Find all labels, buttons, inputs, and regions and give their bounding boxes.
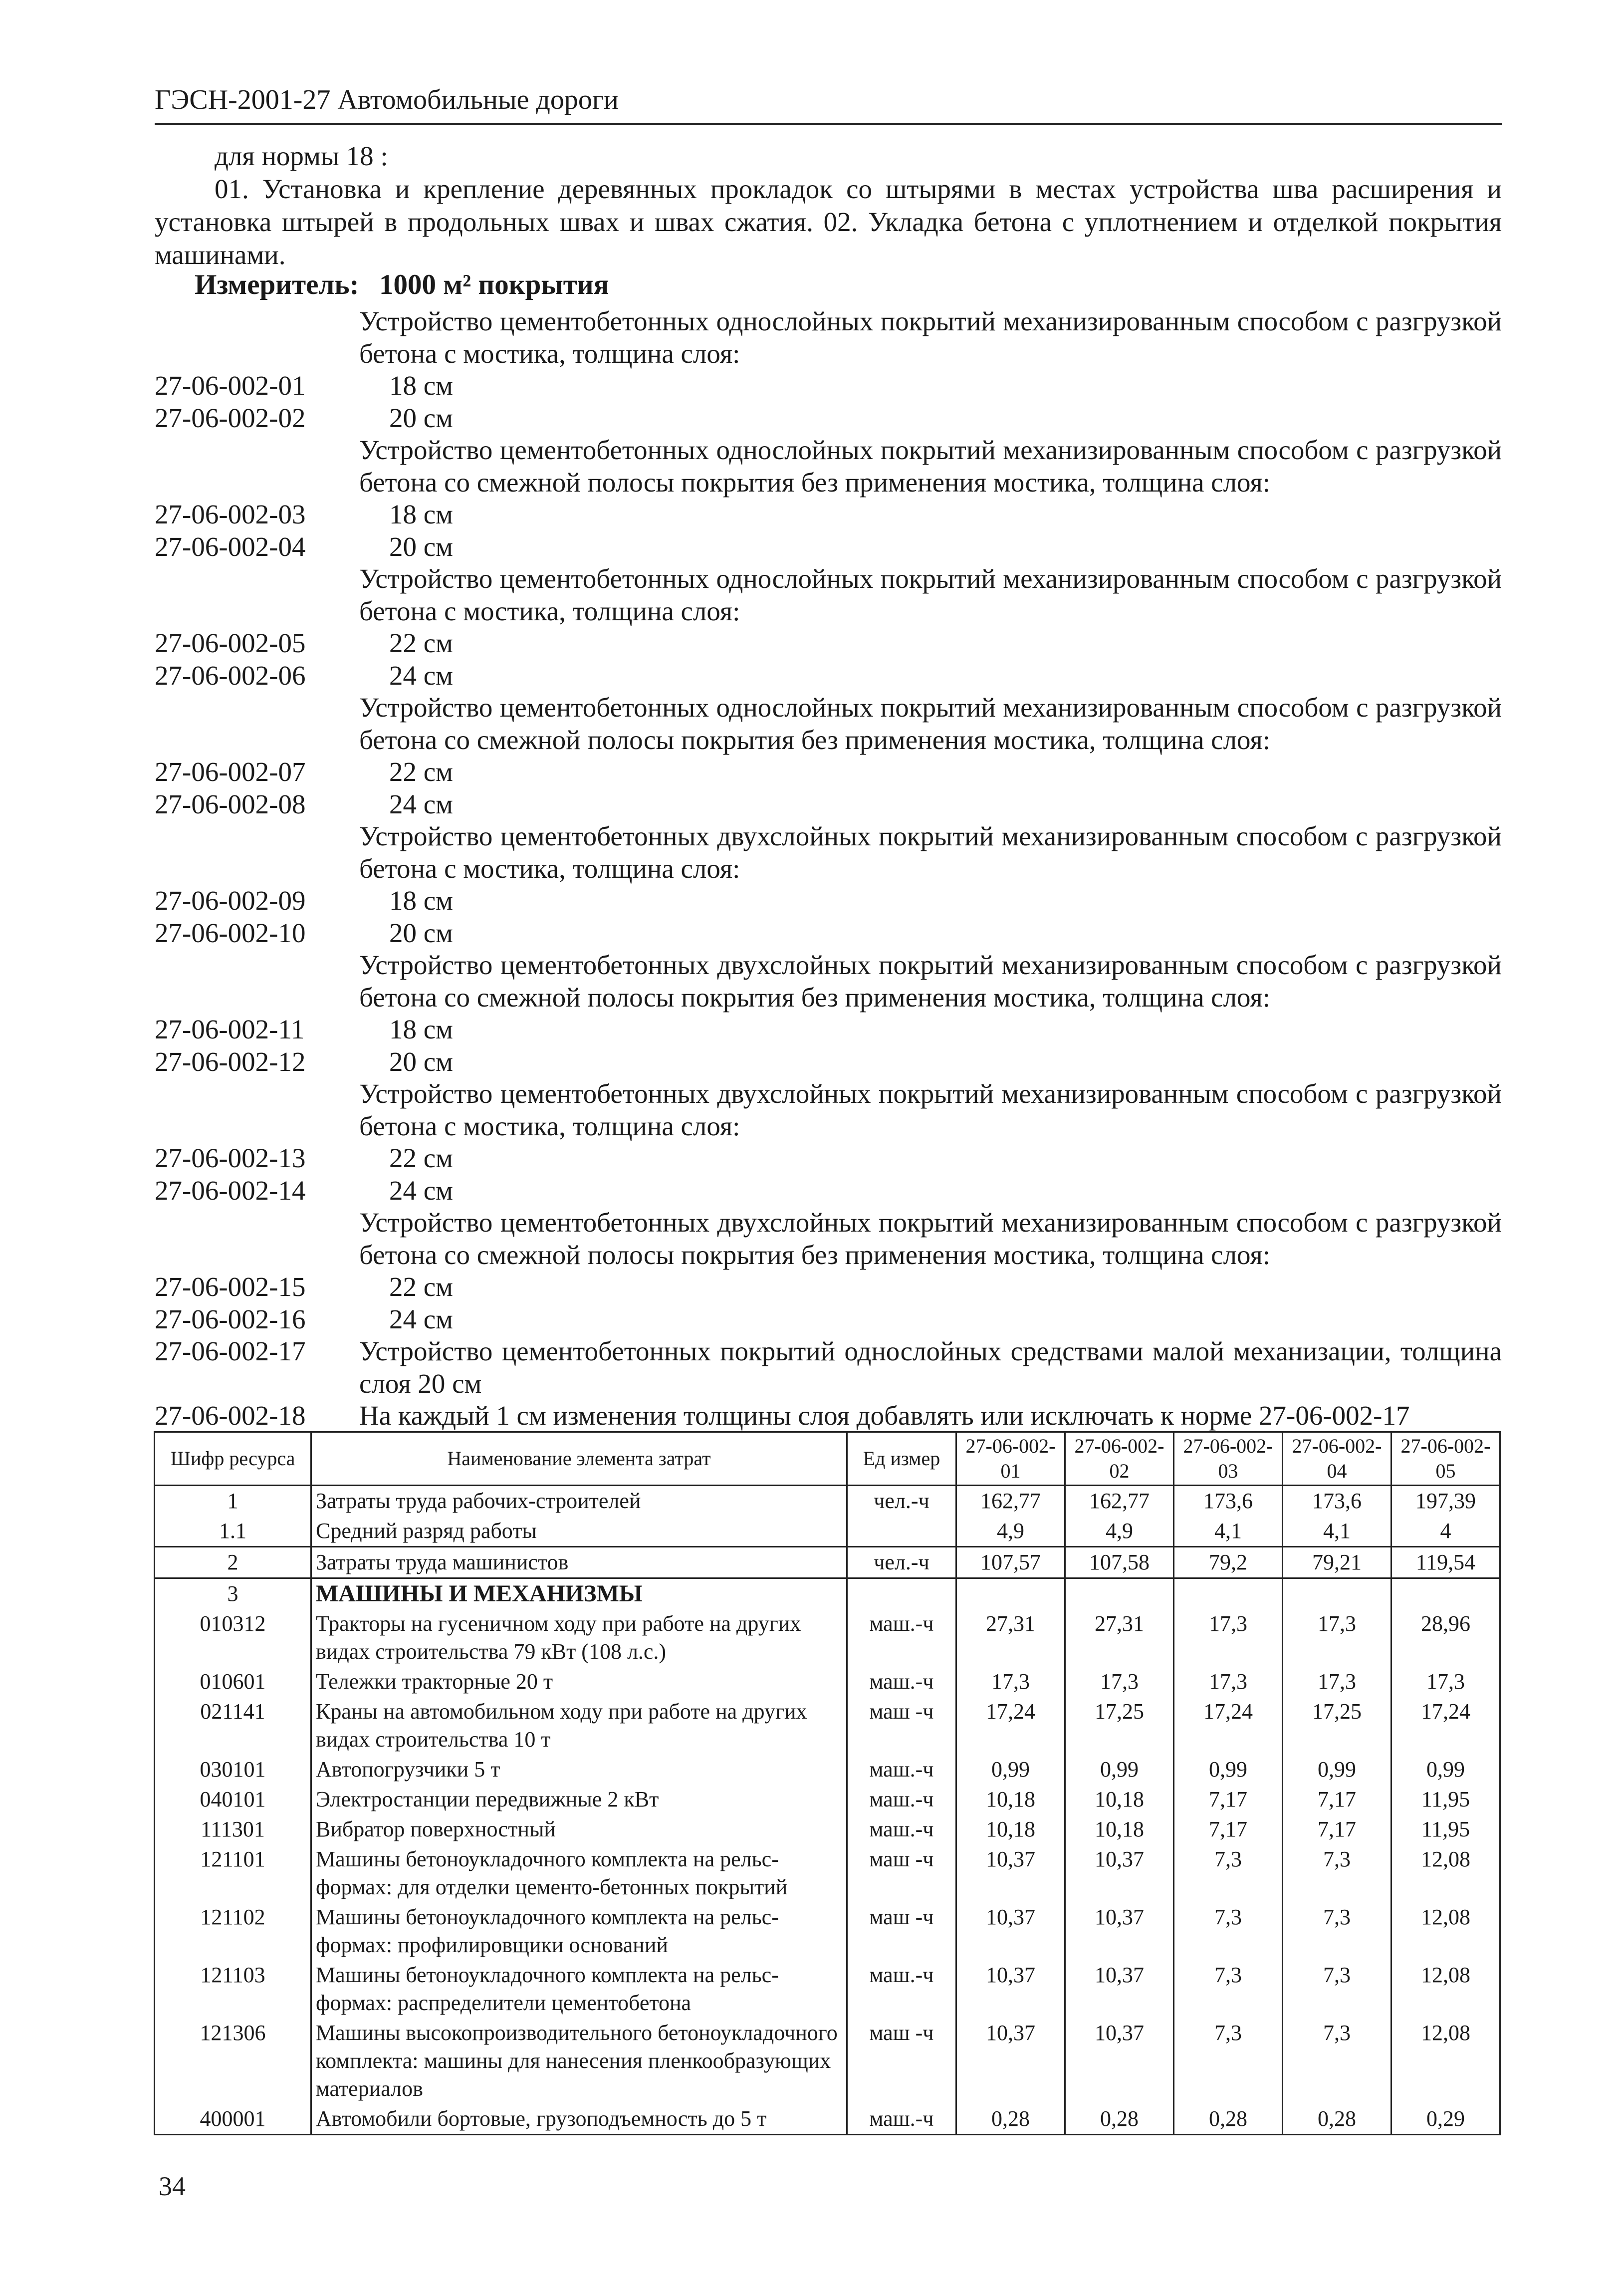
norm-item: [155, 1014, 1502, 1046]
norm-text: Устройство цементобетонных однослойных покрытий механизированным способом с разгрузкой бетона с мостика, толщина слоя:: [359, 563, 1502, 626]
table-row: [155, 1578, 1500, 1609]
norm-item: [155, 1400, 1502, 1432]
resource-code: 2: [155, 1547, 311, 1578]
table-row: [155, 1814, 1500, 1844]
resource-name: Машины высокопроизводительного бетоноукладочного комплекта: машины для нанесения пленкообразующих материалов: [311, 2018, 847, 2104]
norm-code: [155, 692, 359, 756]
norm-code: 27-06-002-01: [155, 370, 306, 401]
norm-text: 22 см: [389, 1272, 453, 1302]
norm-code: 27-06-002-08: [155, 788, 306, 819]
resource-unit: маш.-ч: [847, 1814, 956, 1844]
norm-item: [155, 917, 1502, 950]
resource-value: 12,08: [1391, 1844, 1500, 1902]
table-header-row: [155, 1432, 1500, 1486]
resource-value: 107,58: [1065, 1547, 1174, 1578]
table-row: [155, 2018, 1500, 2104]
norm-code: 27-06-002-17: [155, 1336, 306, 1366]
resource-unit: маш.-ч: [847, 1667, 956, 1697]
resource-code: 030101: [155, 1755, 311, 1785]
resource-value: 0,28: [1065, 2104, 1174, 2135]
norm-item: [155, 531, 1502, 563]
norm-text: Устройство цементобетонных двухслойных покрытий механизированным способом с разгрузкой бетона со смежной полосы покрытия без применения мостика, толщина слоя:: [359, 950, 1502, 1013]
resource-code: 010601: [155, 1667, 311, 1697]
resource-value: 79,2: [1174, 1547, 1283, 1578]
resource-value: [1391, 1578, 1500, 1609]
page-number: 34: [159, 2171, 186, 2201]
resource-unit: маш.-ч: [847, 1960, 956, 2018]
norm-text: 20 см: [389, 1046, 453, 1077]
resource-value: 28,96: [1391, 1609, 1500, 1667]
resource-value: 0,99: [1065, 1755, 1174, 1785]
norm-text: 18 см: [389, 499, 453, 529]
norm-item: [155, 1175, 1502, 1207]
resource-value: 10,18: [1065, 1785, 1174, 1814]
resource-value: 4,9: [956, 1516, 1065, 1547]
resource-unit: чел.-ч: [847, 1547, 956, 1578]
resource-value: 17,3: [1391, 1667, 1500, 1697]
page-header: ГЭСН-2001-27 Автомобильные дороги: [155, 80, 1502, 125]
resource-code: 121102: [155, 1902, 311, 1960]
norm-code: 27-06-002-13: [155, 1143, 306, 1173]
resource-unit: маш -ч: [847, 2018, 956, 2104]
resource-value: 0,28: [1174, 2104, 1283, 2135]
resource-value: 10,18: [956, 1814, 1065, 1844]
norm-group-description: [155, 305, 1502, 370]
resource-code: 010312: [155, 1609, 311, 1667]
resource-value: [1283, 1578, 1391, 1609]
norm-code: 27-06-002-03: [155, 499, 306, 529]
resource-name: Вибратор поверхностный: [311, 1814, 847, 1844]
norm-item: [155, 1046, 1502, 1078]
resource-value: 17,24: [956, 1697, 1065, 1755]
norm-code: 27-06-002-09: [155, 885, 306, 916]
resource-code: 400001: [155, 2104, 311, 2135]
resource-name: Машины бетоноукладочного комплекта на рельс-формах: профилировщики оснований: [311, 1902, 847, 1960]
norm-code: 27-06-002-04: [155, 531, 306, 562]
measure-unit-value: 1000 м² покрытия: [379, 269, 609, 300]
norm-text: Устройство цементобетонных двухслойных покрытий механизированным способом с разгрузкой бетона с мостика, толщина слоя:: [359, 1078, 1502, 1141]
resource-value: 7,17: [1174, 1814, 1283, 1844]
resource-name: Затраты труда рабочих-строителей: [311, 1486, 847, 1517]
resource-value: 0,99: [956, 1755, 1065, 1785]
resource-value: 162,77: [1065, 1486, 1174, 1517]
resource-name: МАШИНЫ И МЕХАНИЗМЫ: [311, 1578, 847, 1609]
header-col-1: 27-06-002-01: [956, 1432, 1065, 1486]
resource-value: 10,37: [1065, 1844, 1174, 1902]
resource-unit: маш -ч: [847, 1697, 956, 1755]
table-row: [155, 1609, 1500, 1667]
resource-value: 17,3: [1174, 1667, 1283, 1697]
table-row: [155, 1486, 1500, 1517]
resource-value: 11,95: [1391, 1814, 1500, 1844]
resource-value: 10,37: [1065, 1960, 1174, 2018]
resource-value: 173,6: [1174, 1486, 1283, 1517]
resource-value: 17,3: [956, 1667, 1065, 1697]
resource-unit: маш -ч: [847, 1844, 956, 1902]
header-col-5: 27-06-002-05: [1391, 1432, 1500, 1486]
resource-value: 119,54: [1391, 1547, 1500, 1578]
resource-value: 0,28: [1283, 2104, 1391, 2135]
resource-value: 27,31: [1065, 1609, 1174, 1667]
table-row: [155, 1960, 1500, 2018]
resource-value: 10,37: [956, 1844, 1065, 1902]
resource-unit: маш.-ч: [847, 1755, 956, 1785]
norm-code: 27-06-002-16: [155, 1303, 306, 1334]
norm-item: [155, 499, 1502, 531]
resource-unit: маш.-ч: [847, 1609, 956, 1667]
resource-value: 7,17: [1283, 1814, 1391, 1844]
table-row: [155, 1667, 1500, 1697]
resource-value: [956, 1578, 1065, 1609]
norm-group-description: [155, 820, 1502, 885]
table-row: [155, 1902, 1500, 1960]
measure-unit: [195, 268, 609, 301]
resource-value: 12,08: [1391, 1902, 1500, 1960]
norm-text: 22 см: [389, 1143, 453, 1173]
table-row: [155, 1755, 1500, 1785]
norm-code: 27-06-002-10: [155, 917, 306, 948]
table-body: [155, 1486, 1500, 2135]
header-col-4: 27-06-002-04: [1283, 1432, 1391, 1486]
resource-value: 162,77: [956, 1486, 1065, 1517]
norm-text: На каждый 1 см изменения толщины слоя добавлять или исключать к норме 27-06-002-17: [359, 1400, 1410, 1431]
norm-group-description: [155, 1207, 1502, 1271]
norm-text: 20 см: [389, 917, 453, 948]
resource-value: 12,08: [1391, 1960, 1500, 2018]
resource-value: 17,3: [1283, 1667, 1391, 1697]
work-composition: 01. Установка и крепление деревянных прокладок со штырями в местах устройства шва расширения и установка штырей в продольных швах и швах сжатия. 02. Укладка бетона с уплотнением и отделкой покрытия машинами.: [155, 174, 1502, 270]
resource-value: 10,37: [956, 1960, 1065, 2018]
norm-code: [155, 949, 359, 1014]
resource-value: 107,57: [956, 1547, 1065, 1578]
resource-value: 10,18: [956, 1785, 1065, 1814]
resource-value: 173,6: [1283, 1486, 1391, 1517]
table-row: [155, 1785, 1500, 1814]
norm-code: 27-06-002-15: [155, 1272, 306, 1302]
resource-value: 10,37: [1065, 1902, 1174, 1960]
table-row: [155, 1547, 1500, 1578]
resource-value: [1174, 1578, 1283, 1609]
norm-code: [155, 1078, 359, 1142]
table-row: [155, 2104, 1500, 2135]
header-name: Наименование элемента затрат: [311, 1432, 847, 1486]
resource-value: 10,18: [1065, 1814, 1174, 1844]
resource-name: Машины бетоноукладочного комплекта на рельс-формах: распределители цементобетона: [311, 1960, 847, 2018]
norm-item: [155, 627, 1502, 660]
norm-code: 27-06-002-02: [155, 402, 306, 433]
resource-value: 17,3: [1065, 1667, 1174, 1697]
norm-code: [155, 434, 359, 499]
resource-value: 17,24: [1174, 1697, 1283, 1755]
norm-item: [155, 1335, 1502, 1400]
norm-text: Устройство цементобетонных однослойных покрытий механизированным способом с разгрузкой бетона со смежной полосы покрытия без применения мостика, толщина слоя:: [359, 435, 1502, 498]
resource-value: 197,39: [1391, 1486, 1500, 1517]
resource-unit: маш -ч: [847, 1902, 956, 1960]
resource-value: 17,25: [1065, 1697, 1174, 1755]
resource-name: Тракторы на гусеничном ходу при работе на других видах строительства 79 кВт (108 л.с.): [311, 1609, 847, 1667]
resource-unit: маш.-ч: [847, 1785, 956, 1814]
resource-value: 27,31: [956, 1609, 1065, 1667]
resource-name: Краны на автомобильном ходу при работе на других видах строительства 10 т: [311, 1697, 847, 1755]
resource-unit: [847, 1578, 956, 1609]
resource-value: 4,1: [1174, 1516, 1283, 1547]
norm-text: 22 см: [389, 628, 453, 658]
norm-text: 20 см: [389, 531, 453, 562]
resource-value: 10,37: [956, 2018, 1065, 2104]
for-norm-label: для нормы 18 :: [215, 141, 388, 171]
resource-value: 7,3: [1174, 1844, 1283, 1902]
resource-value: 0,29: [1391, 2104, 1500, 2135]
resource-value: 11,95: [1391, 1785, 1500, 1814]
norm-code: 27-06-002-12: [155, 1046, 306, 1077]
norm-text: Устройство цементобетонных однослойных покрытий механизированным способом с разгрузкой бетона с мостика, толщина слоя:: [359, 306, 1502, 369]
resource-name: Автомобили бортовые, грузоподъемность до 5 т: [311, 2104, 847, 2135]
resource-value: 17,3: [1174, 1609, 1283, 1667]
norm-code: 27-06-002-18: [155, 1400, 306, 1431]
norm-code: 27-06-002-11: [155, 1014, 305, 1044]
norm-group-description: [155, 434, 1502, 499]
resource-code: 121101: [155, 1844, 311, 1902]
resource-value: 0,99: [1283, 1755, 1391, 1785]
table-row: [155, 1697, 1500, 1755]
norm-group-description: [155, 1078, 1502, 1142]
norm-intro: [155, 140, 1502, 271]
resource-name: Средний разряд работы: [311, 1516, 847, 1547]
norm-item: [155, 1142, 1502, 1175]
resource-value: 7,3: [1174, 2018, 1283, 2104]
resource-code: 021141: [155, 1697, 311, 1755]
resource-value: 7,3: [1174, 1960, 1283, 2018]
resource-value: 7,3: [1283, 1960, 1391, 2018]
norm-item: [155, 756, 1502, 788]
norm-code: [155, 820, 359, 885]
norm-list: [155, 305, 1502, 1432]
norm-text: 18 см: [389, 370, 453, 401]
norm-text: Устройство цементобетонных однослойных покрытий механизированным способом с разгрузкой бетона со смежной полосы покрытия без применения мостика, толщина слоя:: [359, 692, 1502, 755]
resource-unit: [847, 1516, 956, 1547]
norm-text: 18 см: [389, 885, 453, 916]
header-col-3: 27-06-002-03: [1174, 1432, 1283, 1486]
norm-code: [155, 305, 359, 370]
resource-value: 4,1: [1283, 1516, 1391, 1547]
norm-item: [155, 885, 1502, 917]
norm-group-description: [155, 563, 1502, 627]
norm-code: 27-06-002-07: [155, 757, 306, 787]
measure-unit-label: Измеритель:: [195, 269, 359, 300]
header-col-2: 27-06-002-02: [1065, 1432, 1174, 1486]
resource-name: Автопогрузчики 5 т: [311, 1755, 847, 1785]
resource-value: 4,9: [1065, 1516, 1174, 1547]
resource-value: 0,99: [1174, 1755, 1283, 1785]
resource-value: 0,99: [1391, 1755, 1500, 1785]
header-unit: Ед измер: [847, 1432, 956, 1486]
resource-code: 121103: [155, 1960, 311, 2018]
norm-text: 24 см: [389, 1175, 453, 1206]
norm-group-description: [155, 949, 1502, 1014]
resource-code: 040101: [155, 1785, 311, 1814]
norm-item: [155, 1303, 1502, 1336]
norm-code: [155, 1207, 359, 1271]
resource-name: Тележки тракторные 20 т: [311, 1667, 847, 1697]
resource-value: 79,21: [1283, 1547, 1391, 1578]
table-row: [155, 1844, 1500, 1902]
resource-unit: маш.-ч: [847, 2104, 956, 2135]
resource-name: Затраты труда машинистов: [311, 1547, 847, 1578]
norm-code: [155, 563, 359, 627]
norm-item: [155, 402, 1502, 435]
resource-value: 10,37: [1065, 2018, 1174, 2104]
norm-item: [155, 370, 1502, 402]
norm-text: Устройство цементобетонных двухслойных покрытий механизированным способом с разгрузкой бетона со смежной полосы покрытия без применения мостика, толщина слоя:: [359, 1207, 1502, 1270]
resource-name: Машины бетоноукладочного комплекта на рельс-формах: для отделки цементо-бетонных покрытий: [311, 1844, 847, 1902]
resource-value: 0,28: [956, 2104, 1065, 2135]
resource-value: 7,3: [1283, 2018, 1391, 2104]
resource-value: 7,17: [1174, 1785, 1283, 1814]
resource-value: 12,08: [1391, 2018, 1500, 2104]
norm-text: 22 см: [389, 757, 453, 787]
norm-text: Устройство цементобетонных покрытий однослойных средствами малой механизации, толщина слоя 20 см: [359, 1336, 1502, 1399]
resource-code: 121306: [155, 2018, 311, 2104]
table-row: [155, 1516, 1500, 1547]
resource-value: 7,3: [1283, 1844, 1391, 1902]
resource-name: Электростанции передвижные 2 кВт: [311, 1785, 847, 1814]
norm-code: 27-06-002-05: [155, 628, 306, 658]
resource-code: 1.1: [155, 1516, 311, 1547]
header-code: Шифр ресурса: [155, 1432, 311, 1486]
norm-item: [155, 1271, 1502, 1303]
norm-code: 27-06-002-14: [155, 1175, 306, 1206]
norm-text: Устройство цементобетонных двухслойных покрытий механизированным способом с разгрузкой бетона с мостика, толщина слоя:: [359, 821, 1502, 884]
norm-text: 18 см: [389, 1014, 453, 1044]
norm-group-description: [155, 692, 1502, 756]
resource-code: 3: [155, 1578, 311, 1609]
resource-code: 111301: [155, 1814, 311, 1844]
norm-item: [155, 788, 1502, 821]
resource-value: 7,3: [1174, 1902, 1283, 1960]
resource-value: [1065, 1578, 1174, 1609]
norm-code: 27-06-002-06: [155, 660, 306, 691]
resource-value: 10,37: [956, 1902, 1065, 1960]
resource-unit: чел.-ч: [847, 1486, 956, 1517]
norm-item: [155, 660, 1502, 692]
norm-text: 24 см: [389, 788, 453, 819]
resource-value: 17,3: [1283, 1609, 1391, 1667]
resource-value: 7,3: [1283, 1902, 1391, 1960]
norm-text: 24 см: [389, 660, 453, 691]
resource-table: [154, 1431, 1501, 2135]
norm-text: 24 см: [389, 1303, 453, 1334]
resource-value: 7,17: [1283, 1785, 1391, 1814]
resource-value: 17,24: [1391, 1697, 1500, 1755]
resource-value: 4: [1391, 1516, 1500, 1547]
resource-value: 17,25: [1283, 1697, 1391, 1755]
norm-text: 20 см: [389, 402, 453, 433]
resource-code: 1: [155, 1486, 311, 1517]
